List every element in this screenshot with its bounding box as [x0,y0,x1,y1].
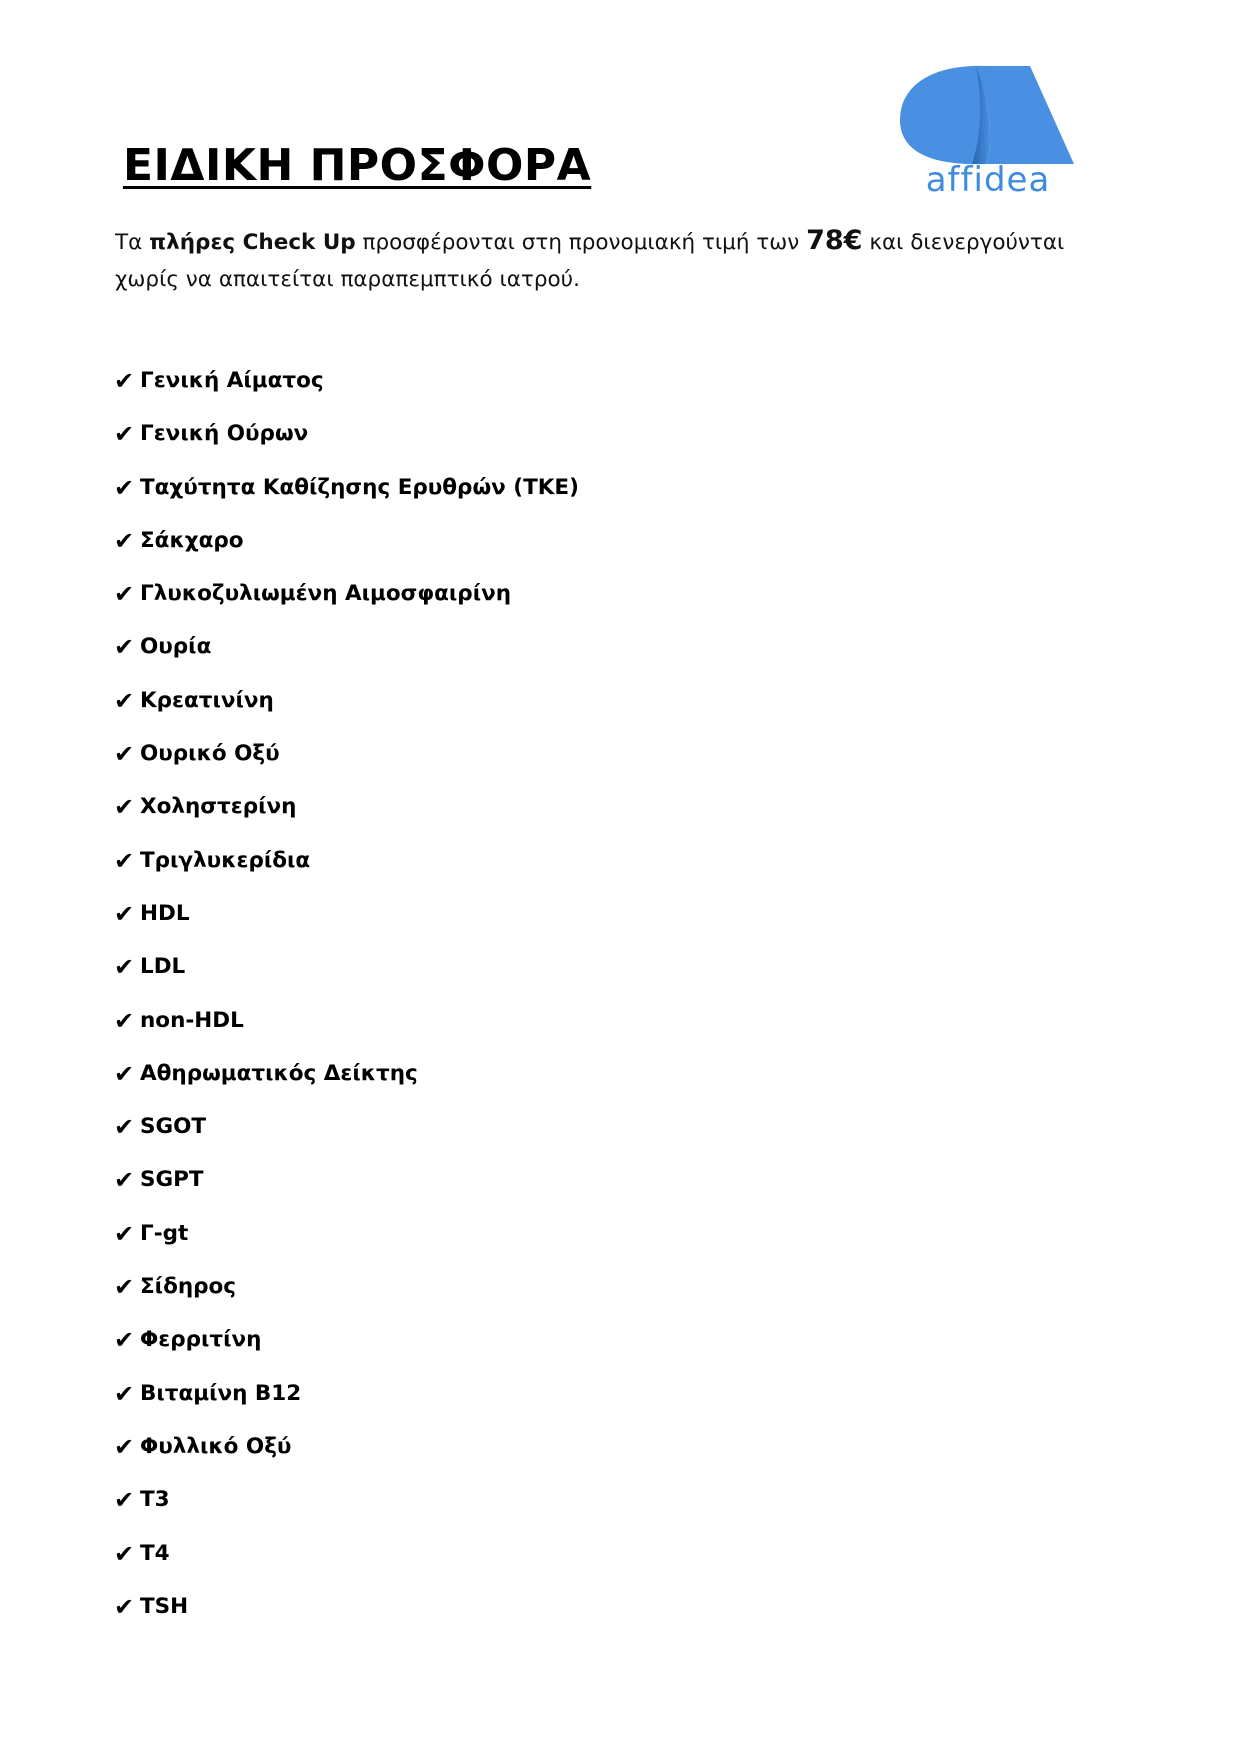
page-title: ΕΙΔΙΚΗ ΠΡΟΣΦΟΡΑ [123,140,592,191]
intro-text-2: προσφέρονται στη προνομιακή τιμή των [355,230,807,255]
intro-text-1: Τα [115,230,150,255]
checkmark-icon: ✔ [114,1166,135,1195]
test-label: Γενική Ούρων [140,421,309,447]
test-item [114,899,579,952]
test-item [114,1165,579,1218]
intro-checkup-bold: πλήρες Check Up [149,230,356,255]
test-item [114,739,579,792]
intro-paragraph [115,222,1115,298]
test-label: Ουρία [140,634,212,660]
test-label: Κρεατινίνη [140,687,274,713]
checkmark-icon: ✔ [114,1059,135,1088]
checkmark-icon: ✔ [114,1486,135,1515]
test-label: Τ3 [140,1487,170,1513]
test-label: Ουρικό Οξύ [140,741,280,767]
test-item [114,952,579,1005]
test-label: Τριγλυκερίδια [140,847,311,873]
test-item [114,526,579,579]
test-item [114,1432,579,1485]
affidea-logo-mark [898,64,1074,174]
test-label: Τ4 [140,1540,170,1566]
test-item [114,1006,579,1059]
test-label: TSH [140,1593,189,1619]
test-item [114,1219,579,1272]
checkmark-icon: ✔ [114,740,135,769]
checkmark-icon: ✔ [114,367,135,395]
test-item [114,473,579,526]
test-item [114,1592,579,1645]
test-label: Γλυκοζυλιωμένη Αιμοσφαιρίνη [140,581,512,607]
price-value: 78€ [806,225,863,256]
checkmark-icon: ✔ [114,526,135,555]
checkmark-icon: ✔ [114,580,135,609]
checkmark-icon: ✔ [114,899,135,928]
checkmark-icon: ✔ [114,953,135,982]
logo-wordmark: affidea [925,160,1051,200]
test-item [114,1325,579,1378]
test-item [114,1379,579,1432]
checkmark-icon: ✔ [114,420,135,449]
test-label: SGPT [140,1167,204,1193]
test-item [114,1272,579,1325]
test-label: Σίδηρος [140,1274,237,1300]
test-label: Χοληστερίνη [140,794,297,820]
checkmark-icon: ✔ [114,793,135,822]
affidea-logo [898,64,1074,204]
checkmark-icon: ✔ [114,1539,135,1568]
test-item [114,579,579,632]
checkmark-icon: ✔ [114,846,135,875]
checkmark-icon: ✔ [114,1592,135,1621]
checkmark-icon: ✔ [114,1219,135,1248]
test-label: LDL [140,954,186,980]
checkmark-icon: ✔ [114,1273,135,1302]
checkmark-icon: ✔ [114,1113,135,1142]
test-item [114,1112,579,1165]
test-label: Φυλλικό Οξύ [140,1433,292,1459]
test-label: Γενική Αίματος [140,368,324,393]
test-item [114,792,579,845]
test-label: Αθηρωματικός Δείκτης [140,1060,418,1086]
checkmark-icon: ✔ [114,473,135,502]
test-label: SGOT [140,1114,207,1140]
checkmark-icon: ✔ [114,1379,135,1408]
checkmark-icon: ✔ [114,633,135,662]
test-item [114,846,579,899]
intro-text-3: και διενεργούνται χωρίς να απαιτείται παραπεμπτικό ιατρού. [115,230,1065,292]
test-label: Βιταμίνη Β12 [140,1380,302,1406]
test-label: Σάκχαρο [140,527,244,553]
test-item [114,419,579,472]
tests-list [114,366,579,1645]
checkmark-icon: ✔ [114,1006,135,1035]
test-item [114,632,579,685]
checkmark-icon: ✔ [114,1432,135,1461]
test-item [114,1059,579,1112]
checkmark-icon: ✔ [114,686,135,715]
test-item [114,366,579,419]
test-label: non-HDL [140,1007,244,1033]
test-label: Ταχύτητα Καθίζησης Ερυθρών (ΤΚΕ) [140,474,579,500]
test-item [114,1485,579,1538]
test-label: Γ-gt [140,1220,189,1246]
test-item [114,686,579,739]
test-item [114,1539,579,1592]
checkmark-icon: ✔ [114,1326,135,1355]
test-label: HDL [140,900,190,926]
test-label: Φερριτίνη [140,1327,262,1353]
